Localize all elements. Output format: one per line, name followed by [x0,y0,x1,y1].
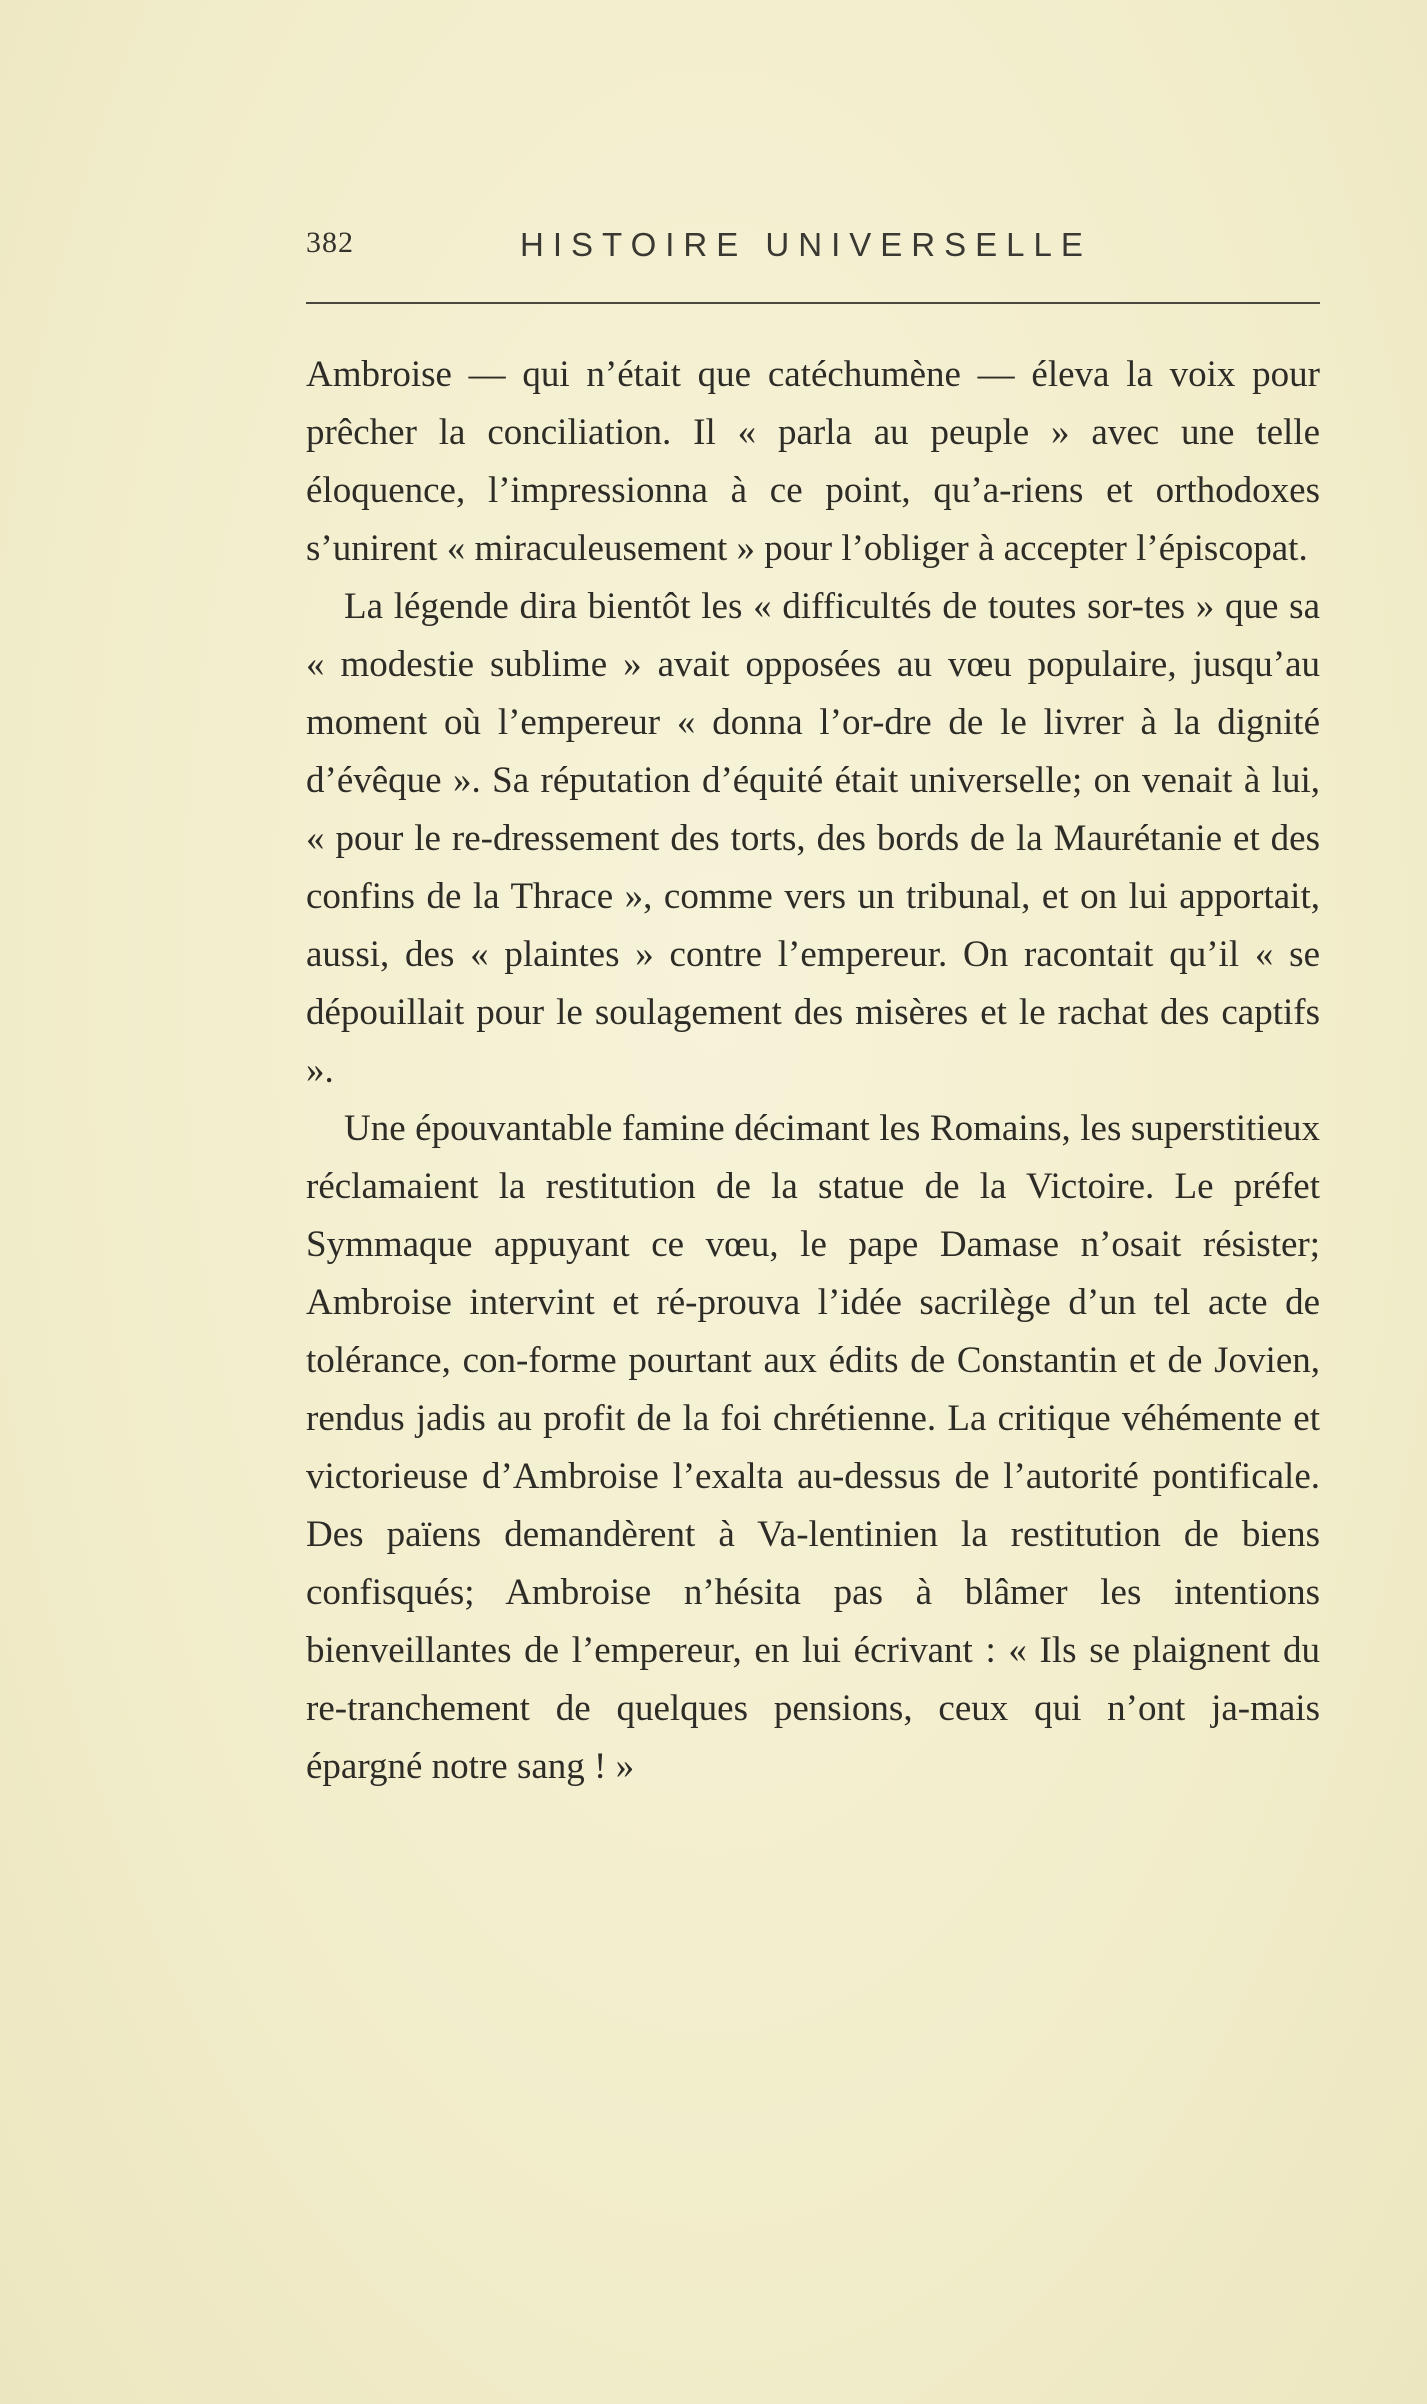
paragraph-1: Ambroise — qui n’était que catéchumène — éleva la voix pour prêcher la conciliation. Il « parla au peuple » avec une telle éloquence, l’impressionna à ce point, qu’a-riens et orthodoxes s’unirent « miraculeusement » pour l’obliger à accepter l’épiscopat. [306,354,1320,569]
paragraph-2: La légende dira bientôt les « difficultés de toutes sor-tes » que sa « modestie sublime » avait opposées au vœu populaire, jusqu’au moment où l’empereur « donna l’or-dre de le livrer à la dignité d’évêque ». Sa réputation d’équité était universelle; on venait à lui, « pour le re-dressement des torts, des bords de la Maurétanie et des confins de la Thrace », comme vers un tribunal, et on lui apportait, aussi, des « plaintes » contre l’empereur. On racontait qu’il « se dépouillait pour le soulagement des misères et le rachat des captifs ». [306,586,1320,1091]
running-title: HISTOIRE UNIVERSELLE [520,226,1092,263]
paragraph-3: Une épouvantable famine décimant les Romains, les superstitieux réclamaient la restitution de la statue de la Victoire. Le préfet Symmaque appuyant ce vœu, le pape Damase n’osait résister; Ambroise intervint et ré-prouva l’idée sacrilège d’un tel acte de tolérance, con-forme pourtant aux édits de Constantin et de Jovien, rendus jadis au profit de la foi chrétienne. La critique véhémente et victorieuse d’Ambroise l’exalta au-dessus de l’autorité pontificale. Des païens demandèrent à Va-lentinien la restitution de biens confisqués; Ambroise n’hésita pas à blâmer les intentions bienveillantes de l’empereur, en lui écrivant : « Ils se plaignent du re-tranchement de quelques pensions, ceux qui n’ont ja-mais épargné notre sang ! » [306,1108,1320,1787]
running-head [306,226,1320,276]
body-text [306,346,1320,1796]
header-rule [306,302,1320,304]
page-number: 382 [306,226,354,259]
